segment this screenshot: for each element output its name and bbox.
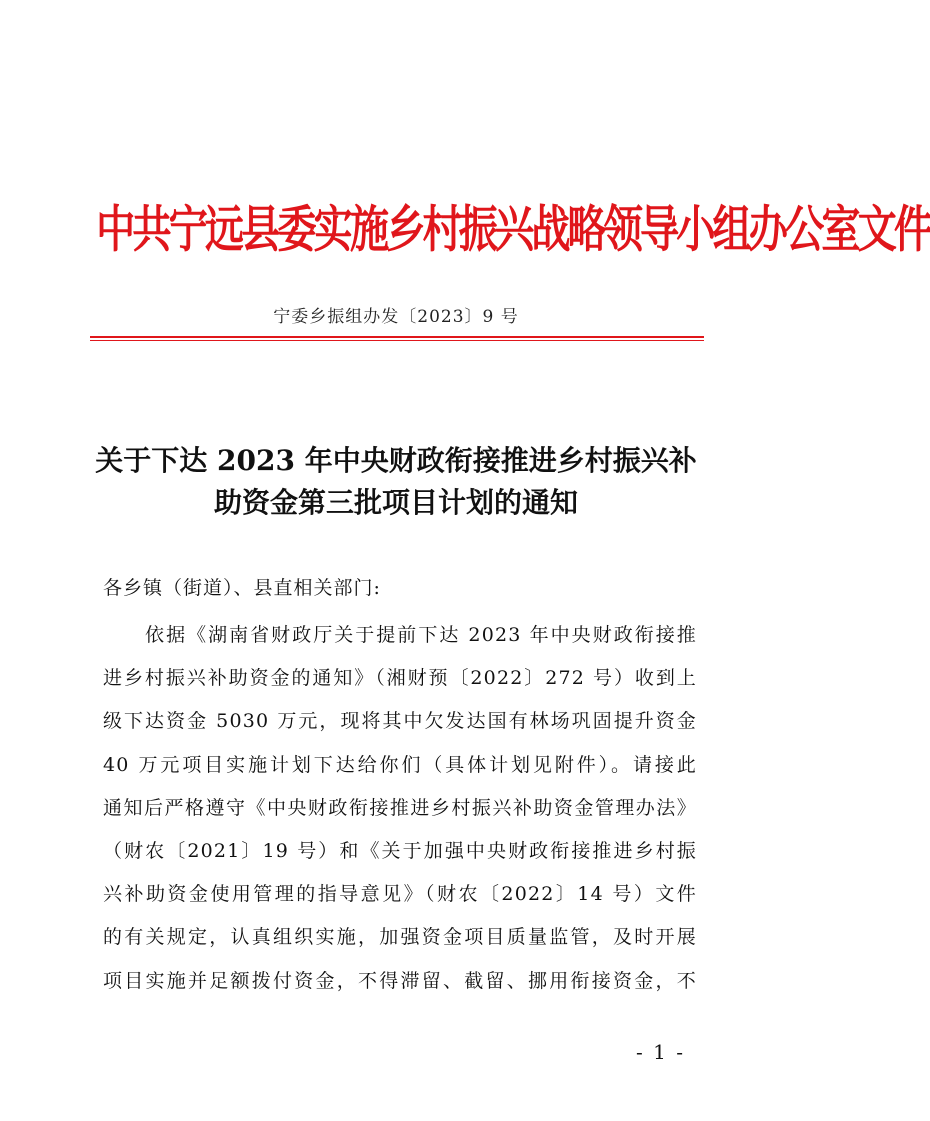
salutation: 各乡镇（街道）、县直相关部门: xyxy=(103,577,381,599)
body-line: 的有关规定，认真组织实施，加强资金项目质量监管，及时开展 xyxy=(103,926,697,949)
document-title-line-2: 助资金第三批项目计划的通知 xyxy=(213,486,578,519)
body-line: 进乡村振兴补助资金的通知》（湘财预〔2022〕272 号）收到上 xyxy=(103,667,697,690)
page-number: - 1 - xyxy=(636,1040,685,1064)
body-line: 通知后严格遵守《中央财政衔接推进乡村振兴补助资金管理办法》 xyxy=(103,796,697,819)
body-line: （财农〔2021〕19 号）和《关于加强中央财政衔接推进乡村振 xyxy=(103,840,697,863)
body-line: 依据《湖南省财政厅关于提前下达 2023 年中央财政衔接推 xyxy=(103,624,697,646)
issuer-header: 中共宁远县委实施乡村振兴战略领导小组办公室文件 xyxy=(96,200,930,259)
body-paragraph xyxy=(103,614,697,1003)
body-line: 级下达资金 5030 万元，现将其中欠发达国有林场巩固提升资金 xyxy=(103,710,697,733)
body-line: 项目实施并足额拨付资金，不得滞留、截留、挪用衔接资金，不 xyxy=(103,969,697,992)
document-title xyxy=(95,440,697,524)
red-divider-line xyxy=(90,336,704,338)
document-number: 宁委乡振组办发〔2023〕9 号 xyxy=(273,307,519,327)
red-divider-line-thin xyxy=(90,340,704,341)
document-title-line-1: 关于下达 2023 年中央财政衔接推进乡村振兴补 xyxy=(95,444,697,477)
body-line: 兴补助资金使用管理的指导意见》（财农〔2022〕14 号）文件 xyxy=(103,883,697,906)
body-line: 40 万元项目实施计划下达给你们（具体计划见附件）。请接此 xyxy=(103,753,697,776)
